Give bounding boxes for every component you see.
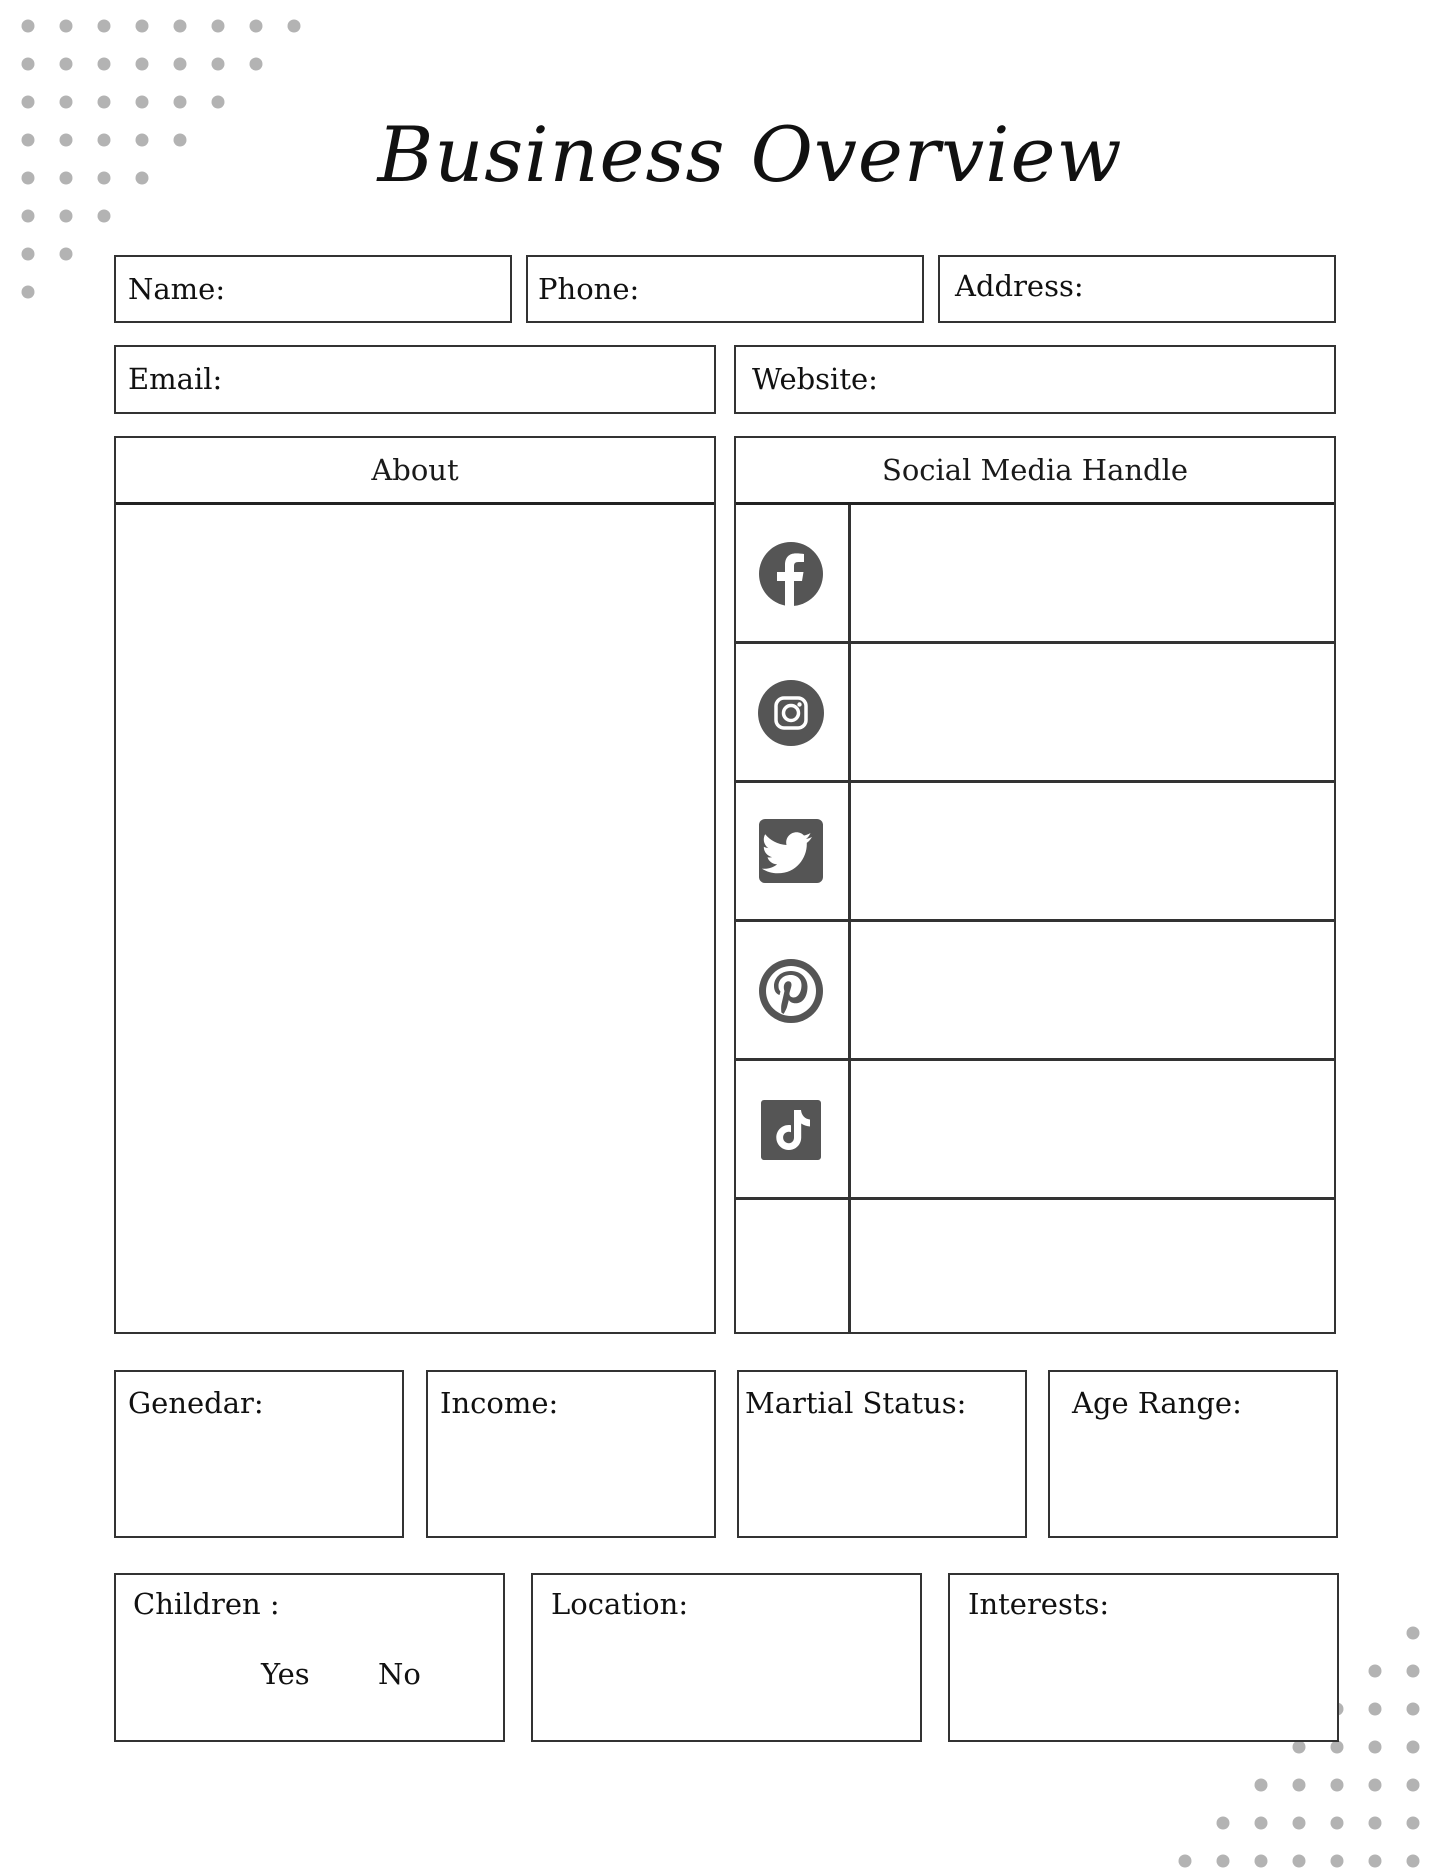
social-row-pinterest [736, 922, 1334, 1061]
children-yes-option[interactable]: Yes [261, 1657, 310, 1691]
age-range-field[interactable] [1048, 1370, 1338, 1538]
decorative-dot [1217, 1855, 1230, 1868]
decorative-dot [1331, 1779, 1344, 1792]
decorative-dot [22, 58, 35, 71]
about-section [114, 436, 716, 1334]
name-label: Name: [128, 272, 226, 306]
decorative-dot [60, 210, 73, 223]
social-icon-cell [736, 783, 848, 919]
interests-field[interactable] [948, 1573, 1339, 1742]
decorative-dot [174, 96, 187, 109]
decorative-dot [212, 20, 225, 33]
email-label: Email: [128, 362, 223, 396]
instagram-icon [758, 680, 824, 746]
decorative-dot [98, 58, 111, 71]
phone-field[interactable] [526, 255, 924, 323]
decorative-dot [1369, 1855, 1382, 1868]
decorative-dot [1255, 1855, 1268, 1868]
decorative-dot [60, 58, 73, 71]
website-field[interactable] [734, 345, 1336, 414]
decorative-dot [1255, 1817, 1268, 1830]
decorative-dot [1331, 1817, 1344, 1830]
address-field[interactable] [938, 255, 1336, 323]
decorative-dot [1293, 1779, 1306, 1792]
twitter-icon [758, 818, 824, 884]
location-label: Location: [551, 1587, 689, 1621]
decorative-dot [60, 248, 73, 261]
decorative-dot [1369, 1817, 1382, 1830]
decorative-dot [212, 58, 225, 71]
pinterest-handle-input[interactable] [851, 922, 1334, 1058]
decorative-dot [1369, 1665, 1382, 1678]
decorative-dot [250, 58, 263, 71]
decorative-dot [1369, 1741, 1382, 1754]
decorative-dot [1217, 1817, 1230, 1830]
about-heading: About [116, 438, 714, 505]
decorative-dot [1331, 1741, 1344, 1754]
social-row-twitter [736, 783, 1334, 922]
social-row-empty [736, 1200, 1334, 1332]
decorative-dot [98, 20, 111, 33]
facebook-handle-input[interactable] [851, 505, 1334, 641]
location-field[interactable] [531, 1573, 922, 1742]
instagram-handle-input[interactable] [851, 644, 1334, 780]
social-row-tiktok [736, 1061, 1334, 1200]
decorative-dot [22, 96, 35, 109]
decorative-dot [98, 96, 111, 109]
decorative-dot [1407, 1817, 1420, 1830]
social-row-facebook [736, 505, 1334, 644]
decorative-dot [1179, 1855, 1192, 1868]
decorative-dot [288, 20, 301, 33]
social-icon-cell [736, 505, 848, 641]
gender-label: Genedar: [128, 1386, 264, 1420]
decorative-dot [22, 286, 35, 299]
decorative-dot [1407, 1627, 1420, 1640]
social-media-heading: Social Media Handle [736, 438, 1334, 505]
decorative-dot [136, 58, 149, 71]
children-no-option[interactable]: No [378, 1657, 421, 1691]
decorative-dot [98, 210, 111, 223]
decorative-dot [22, 248, 35, 261]
children-field [114, 1573, 505, 1742]
decorative-dot [174, 58, 187, 71]
marital-status-label: Martial Status: [745, 1386, 967, 1420]
gender-field[interactable] [114, 1370, 404, 1538]
decorative-dot [1407, 1703, 1420, 1716]
extra-handle-input[interactable] [851, 1200, 1334, 1332]
tiktok-handle-input[interactable] [851, 1061, 1334, 1197]
interests-label: Interests: [968, 1587, 1110, 1621]
twitter-handle-input[interactable] [851, 783, 1334, 919]
decorative-dot [1369, 1703, 1382, 1716]
decorative-dot [1407, 1741, 1420, 1754]
decorative-dot [136, 20, 149, 33]
decorative-dot [250, 20, 263, 33]
website-label: Website: [752, 362, 878, 396]
income-label: Income: [440, 1386, 559, 1420]
income-field[interactable] [426, 1370, 716, 1538]
pinterest-icon [758, 958, 824, 1024]
address-label: Address: [955, 269, 1084, 303]
marital-status-field[interactable] [737, 1370, 1027, 1538]
name-field[interactable] [114, 255, 512, 323]
phone-label: Phone: [538, 272, 640, 306]
decorative-dot [1255, 1779, 1268, 1792]
decorative-dot [1407, 1665, 1420, 1678]
page-title: Business Overview [377, 110, 1123, 199]
facebook-icon [758, 541, 824, 607]
decorative-dot [174, 20, 187, 33]
decorative-dot [22, 210, 35, 223]
decorative-dot [1407, 1855, 1420, 1868]
decorative-dot [1369, 1779, 1382, 1792]
decorative-dot [1293, 1817, 1306, 1830]
social-row-instagram [736, 644, 1334, 783]
tiktok-icon [758, 1097, 824, 1163]
decorative-dot [1293, 1741, 1306, 1754]
social-media-section [734, 436, 1336, 1334]
email-field[interactable] [114, 345, 716, 414]
decorative-dot [212, 96, 225, 109]
decorative-dot [22, 20, 35, 33]
social-icon-cell [736, 644, 848, 780]
social-icon-cell [736, 1061, 848, 1197]
social-icon-cell [736, 922, 848, 1058]
about-text-area[interactable] [116, 505, 714, 1332]
children-label: Children : [133, 1587, 280, 1621]
decorative-dot [1331, 1855, 1344, 1868]
decorative-dot [60, 96, 73, 109]
decorative-dot [1293, 1855, 1306, 1868]
decorative-dot [60, 20, 73, 33]
decorative-dot [136, 96, 149, 109]
age-range-label: Age Range: [1072, 1386, 1242, 1420]
decorative-dot [1407, 1779, 1420, 1792]
